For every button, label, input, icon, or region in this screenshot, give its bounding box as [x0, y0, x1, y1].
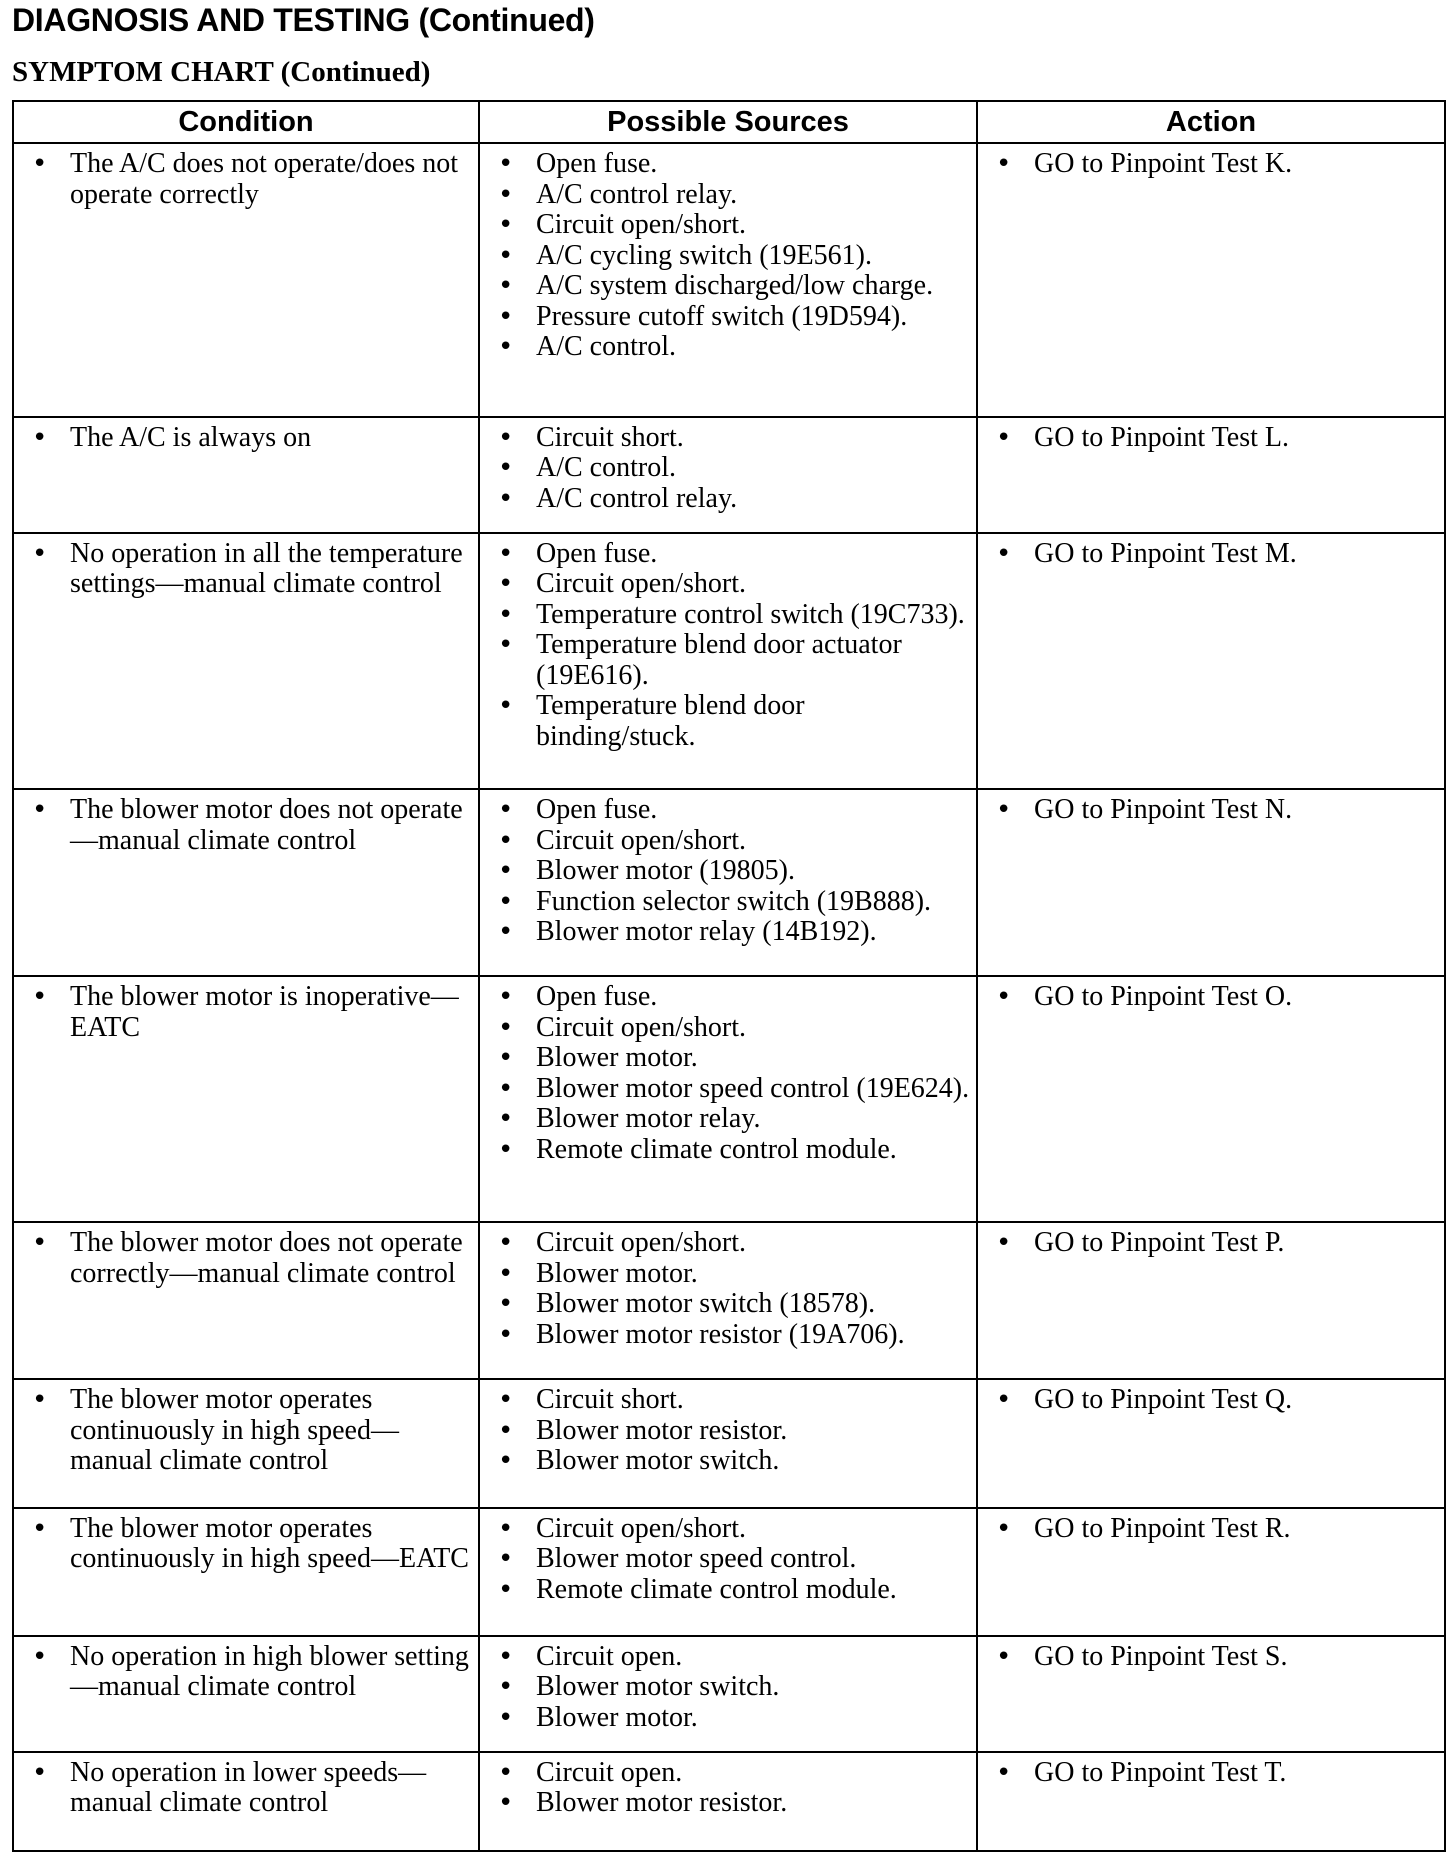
section-title: SYMPTOM CHART (Continued): [12, 56, 431, 88]
source-item: • Blower motor.: [492, 1703, 970, 1734]
source-item-list: [492, 423, 970, 515]
condition-text: • No operation in all the temperature settings—manual climate control: [26, 539, 472, 600]
action-list: [990, 982, 1438, 1013]
column-header-possible-sources: Possible Sources: [479, 101, 977, 143]
action-cell: [977, 533, 1445, 790]
condition-list: [26, 982, 472, 1043]
source-item: • Temperature blend door actuator (19E616).: [492, 630, 970, 691]
condition-text: • No operation in high blower setting—manual climate control: [26, 1642, 472, 1703]
page-title: DIAGNOSIS AND TESTING (Continued): [12, 2, 595, 38]
action-text: • GO to Pinpoint Test P.: [990, 1228, 1438, 1259]
source-item: • A/C control relay.: [492, 180, 970, 211]
action-list: [990, 795, 1438, 826]
table-row: [13, 789, 1445, 976]
condition-text: • The blower motor operates continuously in high speed—manual climate control: [26, 1385, 472, 1477]
condition-cell: [13, 533, 479, 790]
condition-list: [26, 1758, 472, 1819]
possible-sources-cell: [479, 143, 977, 417]
action-cell: [977, 789, 1445, 976]
table-row: [13, 1636, 1445, 1752]
condition-list: [26, 1642, 472, 1703]
condition-list: [26, 539, 472, 600]
condition-cell: [13, 976, 479, 1222]
source-item: • Blower motor.: [492, 1259, 970, 1290]
condition-cell: [13, 1379, 479, 1507]
source-item: • Function selector switch (19B888).: [492, 887, 970, 918]
source-item: • A/C control.: [492, 332, 970, 363]
source-item: • Blower motor speed control (19E624).: [492, 1074, 970, 1105]
action-text: • GO to Pinpoint Test K.: [990, 149, 1438, 180]
table-row: [13, 1222, 1445, 1379]
condition-text: • The blower motor is inoperative—EATC: [26, 982, 472, 1043]
source-item: • Circuit open/short.: [492, 1514, 970, 1545]
action-list: [990, 539, 1438, 570]
action-text: • GO to Pinpoint Test M.: [990, 539, 1438, 570]
condition-cell: [13, 143, 479, 417]
possible-sources-cell: [479, 1222, 977, 1379]
condition-list: [26, 795, 472, 856]
table-row: [13, 143, 1445, 417]
column-header-action: Action: [977, 101, 1445, 143]
source-item: • Blower motor switch (18578).: [492, 1289, 970, 1320]
source-item-list: [492, 1758, 970, 1819]
action-list: [990, 1228, 1438, 1259]
table-row: [13, 533, 1445, 790]
source-item: • Blower motor.: [492, 1043, 970, 1074]
table-row: [13, 1508, 1445, 1636]
source-item: • Blower motor switch.: [492, 1446, 970, 1477]
condition-cell: [13, 1222, 479, 1379]
source-item-list: [492, 1642, 970, 1734]
condition-list: [26, 1514, 472, 1575]
source-item: • Remote climate control module.: [492, 1135, 970, 1166]
action-text: • GO to Pinpoint Test N.: [990, 795, 1438, 826]
source-item: • Blower motor speed control.: [492, 1544, 970, 1575]
action-cell: [977, 143, 1445, 417]
action-cell: [977, 417, 1445, 533]
source-item: • Open fuse.: [492, 149, 970, 180]
symptom-chart-table: [12, 100, 1446, 1852]
source-item: • Circuit open/short.: [492, 210, 970, 241]
table-row: [13, 417, 1445, 533]
table-header-row: [13, 101, 1445, 143]
action-text: • GO to Pinpoint Test S.: [990, 1642, 1438, 1673]
source-item: • Blower motor resistor.: [492, 1788, 970, 1819]
action-list: [990, 423, 1438, 454]
condition-text: • The A/C is always on: [26, 423, 472, 454]
table-row: [13, 1752, 1445, 1851]
source-item: • Circuit open.: [492, 1642, 970, 1673]
source-item: • Circuit open.: [492, 1758, 970, 1789]
source-item: • Temperature blend door binding/stuck.: [492, 691, 970, 752]
condition-text: • No operation in lower speeds—manual climate control: [26, 1758, 472, 1819]
source-item: • Temperature control switch (19C733).: [492, 600, 970, 631]
source-item: • Circuit open/short.: [492, 1228, 970, 1259]
source-item-list: [492, 1385, 970, 1477]
source-item: • Remote climate control module.: [492, 1575, 970, 1606]
table-body: [13, 143, 1445, 1851]
source-item: • A/C control relay.: [492, 484, 970, 515]
action-list: [990, 1758, 1438, 1789]
source-item-list: [492, 1228, 970, 1350]
action-list: [990, 149, 1438, 180]
condition-text: • The blower motor does not operate correctly—manual climate control: [26, 1228, 472, 1289]
table-row: [13, 976, 1445, 1222]
possible-sources-cell: [479, 1508, 977, 1636]
possible-sources-cell: [479, 417, 977, 533]
condition-text: • The blower motor operates continuously in high speed—EATC: [26, 1514, 472, 1575]
action-list: [990, 1514, 1438, 1545]
source-item-list: [492, 149, 970, 363]
source-item-list: [492, 795, 970, 948]
source-item: • Circuit open/short.: [492, 569, 970, 600]
action-text: • GO to Pinpoint Test O.: [990, 982, 1438, 1013]
possible-sources-cell: [479, 1752, 977, 1851]
table-row: [13, 1379, 1445, 1507]
condition-list: [26, 423, 472, 454]
condition-cell: [13, 1508, 479, 1636]
action-cell: [977, 1379, 1445, 1507]
possible-sources-cell: [479, 976, 977, 1222]
source-item: • Pressure cutoff switch (19D594).: [492, 302, 970, 333]
condition-cell: [13, 789, 479, 976]
possible-sources-cell: [479, 533, 977, 790]
condition-list: [26, 1385, 472, 1477]
action-cell: [977, 1222, 1445, 1379]
column-header-condition: Condition: [13, 101, 479, 143]
possible-sources-cell: [479, 789, 977, 976]
source-item: • A/C system discharged/low charge.: [492, 271, 970, 302]
source-item: • A/C control.: [492, 453, 970, 484]
condition-cell: [13, 417, 479, 533]
source-item: • Blower motor relay (14B192).: [492, 917, 970, 948]
action-text: • GO to Pinpoint Test T.: [990, 1758, 1438, 1789]
source-item: • Blower motor switch.: [492, 1672, 970, 1703]
action-text: • GO to Pinpoint Test L.: [990, 423, 1438, 454]
possible-sources-cell: [479, 1636, 977, 1752]
action-cell: [977, 1508, 1445, 1636]
action-cell: [977, 1752, 1445, 1851]
source-item: • Circuit open/short.: [492, 1013, 970, 1044]
source-item-list: [492, 1514, 970, 1606]
source-item: • Circuit short.: [492, 423, 970, 454]
source-item: • Open fuse.: [492, 539, 970, 570]
source-item-list: [492, 539, 970, 753]
condition-list: [26, 1228, 472, 1289]
action-cell: [977, 976, 1445, 1222]
condition-text: • The A/C does not operate/does not operate correctly: [26, 149, 472, 210]
condition-cell: [13, 1636, 479, 1752]
condition-list: [26, 149, 472, 210]
source-item: • Open fuse.: [492, 795, 970, 826]
source-item: • Open fuse.: [492, 982, 970, 1013]
source-item: • Circuit short.: [492, 1385, 970, 1416]
possible-sources-cell: [479, 1379, 977, 1507]
condition-text: • The blower motor does not operate—manual climate control: [26, 795, 472, 856]
condition-cell: [13, 1752, 479, 1851]
source-item: • Blower motor (19805).: [492, 856, 970, 887]
source-item: • Circuit open/short.: [492, 826, 970, 857]
source-item-list: [492, 982, 970, 1165]
source-item: • Blower motor relay.: [492, 1104, 970, 1135]
action-list: [990, 1385, 1438, 1416]
action-text: • GO to Pinpoint Test Q.: [990, 1385, 1438, 1416]
source-item: • Blower motor resistor.: [492, 1416, 970, 1447]
action-list: [990, 1642, 1438, 1673]
action-text: • GO to Pinpoint Test R.: [990, 1514, 1438, 1545]
source-item: • A/C cycling switch (19E561).: [492, 241, 970, 272]
action-cell: [977, 1636, 1445, 1752]
source-item: • Blower motor resistor (19A706).: [492, 1320, 970, 1351]
